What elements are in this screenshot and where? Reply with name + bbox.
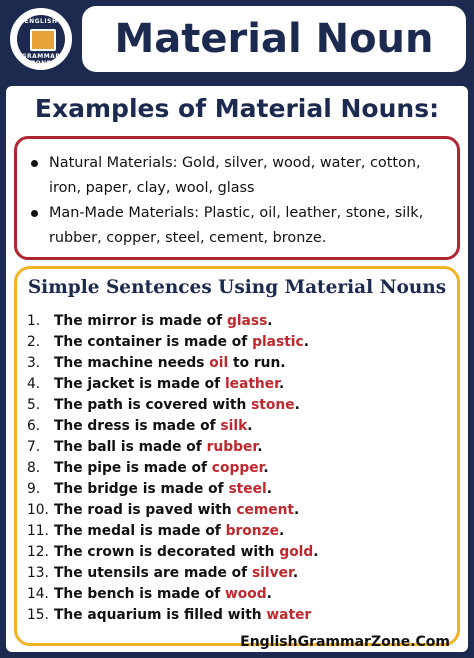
logo-text-top: ENGLISH: [24, 18, 58, 25]
sentence-end: to run.: [228, 355, 286, 371]
sentence-number: 9.: [27, 481, 41, 497]
list-item: [27, 521, 319, 542]
list-item: [27, 458, 319, 479]
sentence-text: The medal is made of: [54, 523, 226, 539]
bullet-icon: [31, 160, 38, 167]
material-noun: copper: [211, 460, 264, 476]
book-icon: [30, 29, 56, 51]
list-item: [27, 563, 319, 584]
list-item: [27, 500, 319, 521]
material-noun: silk: [220, 418, 248, 434]
sentence-number: 2.: [27, 334, 41, 350]
sentence-end: .: [294, 397, 300, 413]
material-noun: leather: [224, 376, 279, 392]
bullet-icon: [31, 210, 38, 217]
material-noun: plastic: [252, 334, 304, 350]
sentence-text: The dress is made of: [54, 418, 221, 434]
sentence-end: .: [267, 313, 273, 329]
footer-website: EnglishGrammarZone.Com: [240, 634, 450, 650]
sentence-end: .: [263, 460, 269, 476]
example-text: Man-Made Materials: Plastic, oil, leather, stone, silk, rubber, copper, steel, cement, bronze.: [49, 205, 424, 246]
examples-heading: Examples of Material Nouns:: [34, 94, 440, 123]
examples-list: [31, 151, 441, 251]
sentence-text: The bench is made of: [54, 586, 226, 602]
material-noun: silver: [251, 565, 293, 581]
title-box: [82, 6, 466, 72]
sentences-list: [27, 311, 319, 626]
list-item: [27, 542, 319, 563]
list-item: [27, 416, 319, 437]
sentence-number: 4.: [27, 376, 41, 392]
list-item: [27, 605, 319, 626]
sentence-number: 14.: [27, 586, 49, 602]
sentence-number: 11.: [27, 523, 49, 539]
sentences-heading: Simple Sentences Using Material Nouns: [27, 277, 447, 298]
sentence-number: 1.: [27, 313, 41, 329]
material-noun: glass: [226, 313, 268, 329]
list-item: [27, 437, 319, 458]
sentence-number: 6.: [27, 418, 41, 434]
header-bar: [0, 0, 474, 82]
examples-box: [14, 136, 460, 260]
list-item: [27, 374, 319, 395]
sentence-end: .: [247, 418, 253, 434]
list-item: [27, 332, 319, 353]
sentence-number: 12.: [27, 544, 49, 560]
sentence-number: 8.: [27, 460, 41, 476]
logo-text-bottom: GRAMMAR ZONE: [21, 53, 61, 67]
list-item: [27, 353, 319, 374]
list-item: [27, 395, 319, 416]
example-text: Natural Materials: Gold, silver, wood, water, cotton, iron, paper, clay, wool, glass: [49, 155, 421, 196]
page-title: Material Noun: [114, 16, 434, 62]
sentence-end: .: [303, 334, 309, 350]
sentence-end: .: [278, 376, 285, 392]
sentence-end: .: [292, 565, 299, 581]
sentence-number: 7.: [27, 439, 41, 455]
sentence-end: .: [257, 439, 263, 455]
content-panel: [6, 86, 468, 652]
sentence-number: 5.: [27, 397, 41, 413]
list-item: [27, 479, 319, 500]
list-item: [27, 584, 319, 605]
sentence-text: The crown is decorated with: [54, 544, 280, 560]
sentence-end: .: [266, 481, 272, 497]
list-item: [31, 151, 441, 201]
sentence-end: .: [313, 544, 319, 560]
material-noun: gold: [279, 544, 314, 560]
sentence-end: .: [278, 523, 285, 539]
sentence-text: The road is paved with: [54, 502, 237, 518]
sentence-text: The path is covered with: [54, 397, 252, 413]
sentence-text: The utensils are made of: [54, 565, 252, 581]
sentences-box: [14, 266, 460, 646]
sentence-text: The container is made of: [54, 334, 253, 350]
sentence-text: The pipe is made of: [54, 460, 212, 476]
list-item: [31, 201, 441, 251]
sentence-number: 15.: [27, 607, 49, 623]
sentence-text: The machine needs: [54, 355, 210, 371]
sentence-number: 3.: [27, 355, 41, 371]
sentence-text: The ball is made of: [54, 439, 207, 455]
sentence-number: 10.: [27, 502, 49, 518]
list-item: [27, 311, 319, 332]
sentence-end: .: [266, 586, 272, 602]
material-noun: rubber: [206, 439, 258, 455]
sentence-text: The mirror is made of: [54, 313, 227, 329]
material-noun: wood: [225, 586, 267, 602]
material-noun: water: [266, 607, 312, 623]
sentence-text: The aquarium is filled with: [54, 607, 267, 623]
material-noun: bronze: [225, 523, 279, 539]
sentence-number: 13.: [27, 565, 49, 581]
material-noun: oil: [209, 355, 229, 371]
logo-circle: [17, 15, 65, 67]
material-noun: stone: [251, 397, 295, 413]
sentence-text: The bridge is made of: [54, 481, 229, 497]
logo: [10, 8, 72, 70]
material-noun: cement: [236, 502, 295, 518]
material-noun: steel: [228, 481, 267, 497]
sentence-text: The jacket is made of: [54, 376, 225, 392]
sentence-end: .: [294, 502, 300, 518]
